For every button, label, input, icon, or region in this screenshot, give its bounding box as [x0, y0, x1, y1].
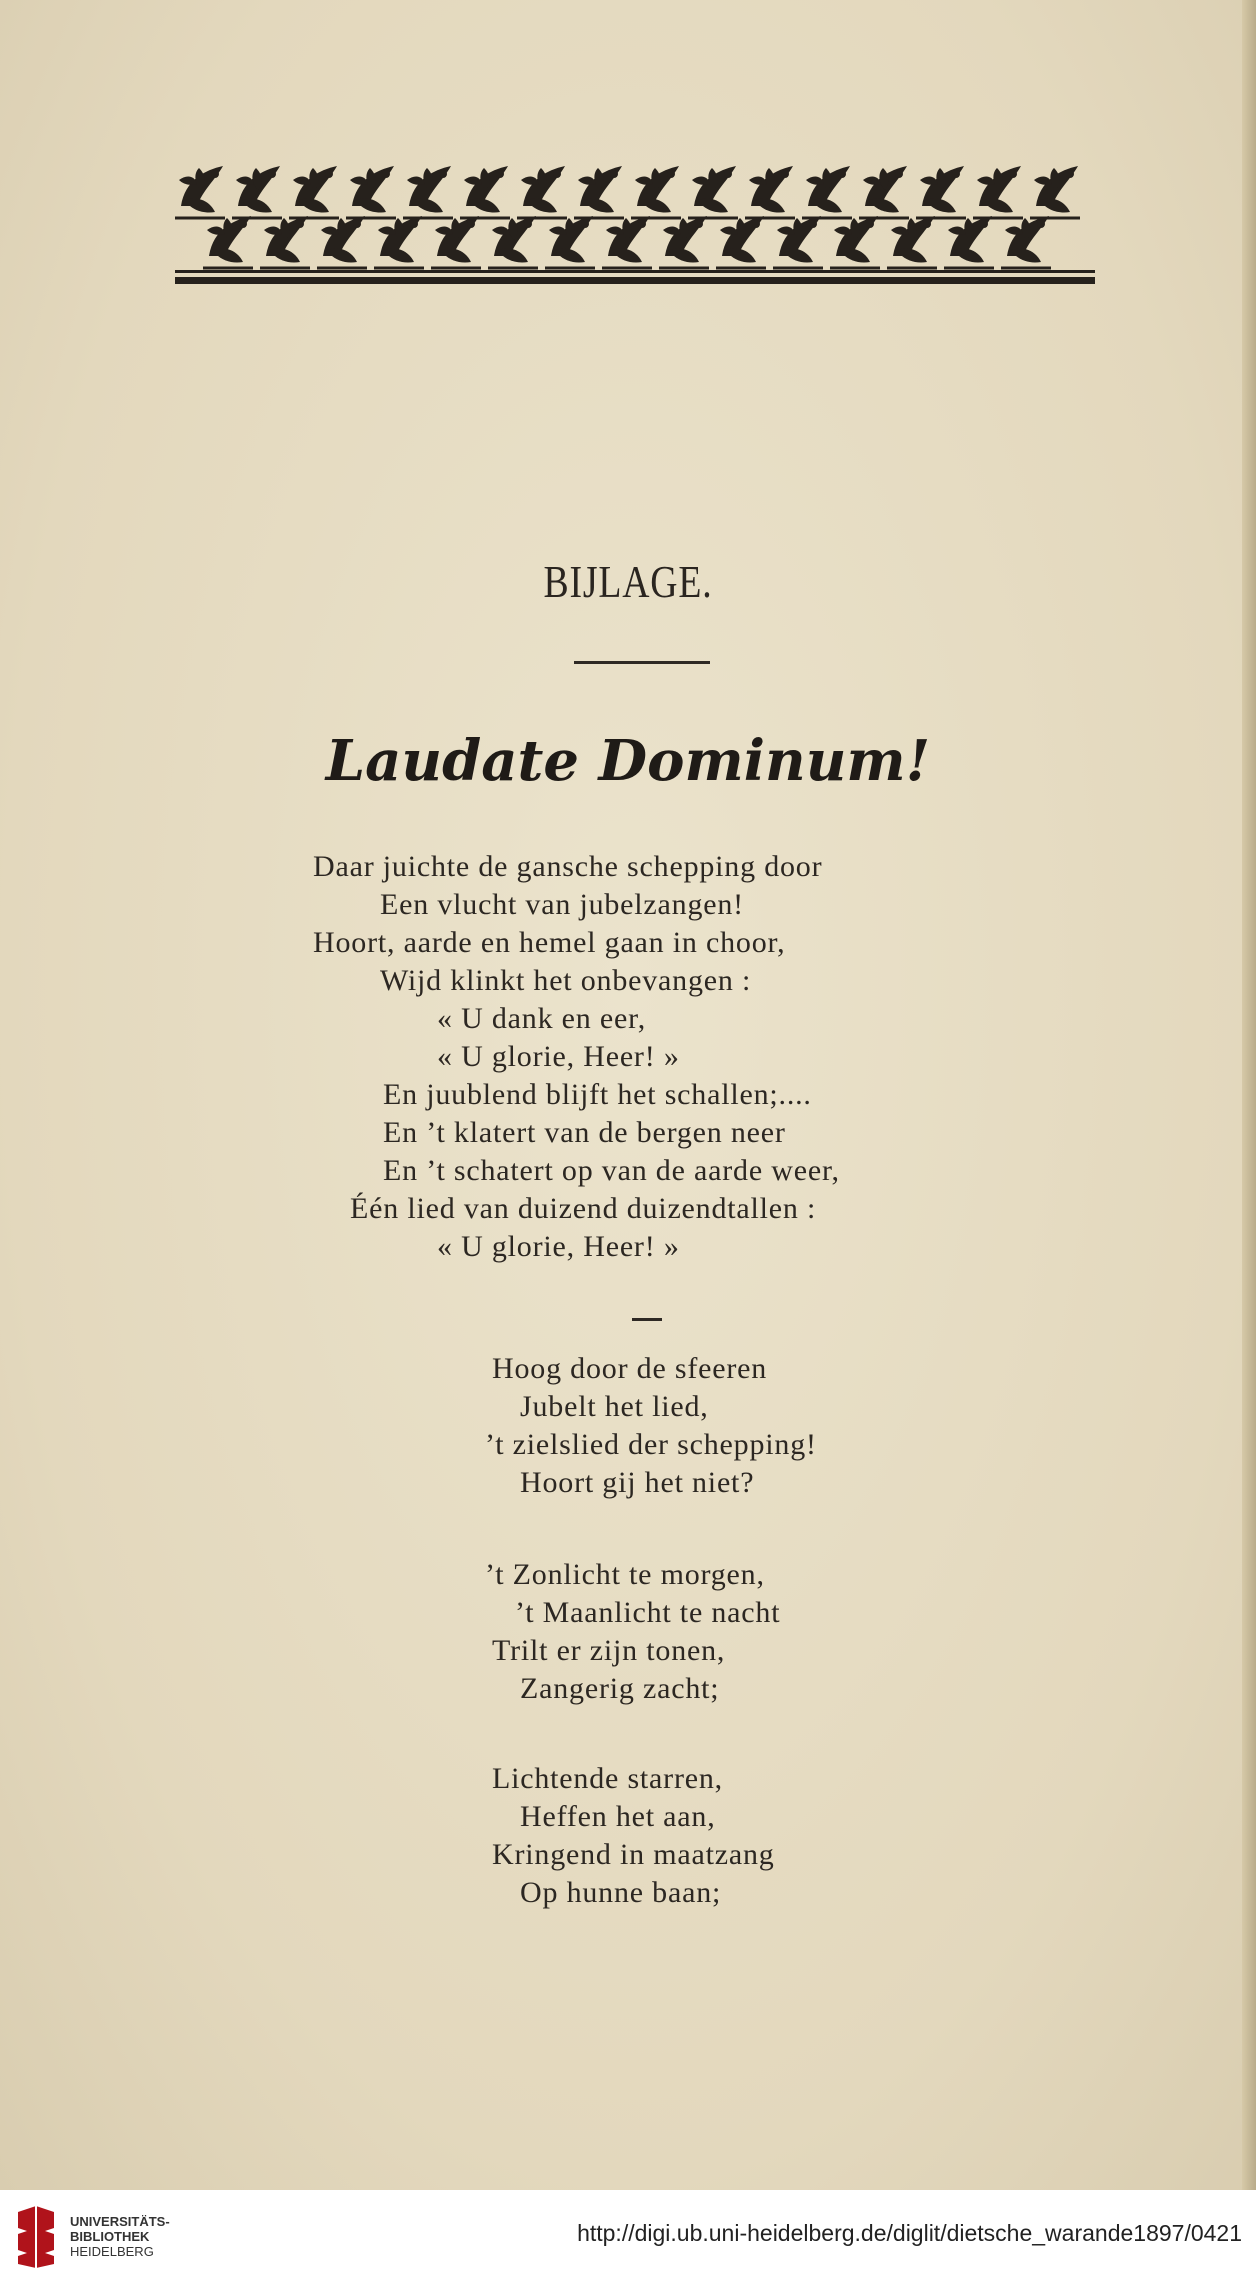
library-logo-icon	[14, 2204, 58, 2268]
stanza-divider	[632, 1318, 662, 1321]
source-url-link[interactable]: http://digi.ub.uni-heidelberg.de/diglit/dietsche_warande1897/0421	[577, 2220, 1242, 2246]
poem-line: « U glorie, Heer! »	[437, 1040, 680, 1073]
poem-line: Zangerig zacht;	[520, 1672, 720, 1705]
poem-line: Daar juichte de gansche schepping door	[313, 850, 823, 883]
poem-line: Heffen het aan,	[520, 1800, 716, 1833]
footer-bar	[0, 2190, 1256, 2282]
poem-line: Hoort, aarde en hemel gaan in choor,	[313, 926, 786, 959]
ornament-row-top	[175, 166, 1080, 218]
poem-line: En ’t klatert van de bergen neer	[383, 1116, 786, 1149]
library-name-line: BIBLIOTHEK	[70, 2229, 150, 2244]
poem-line: Één lied van duizend duizendtallen :	[350, 1192, 817, 1225]
poem-line: Wijd klinkt het onbevangen :	[380, 964, 752, 997]
poem-line: « U dank en eer,	[437, 1002, 647, 1035]
poem-line: Kringend in maatzang	[492, 1838, 775, 1871]
poem-title: Laudate Dominum!	[325, 728, 931, 794]
section-heading: BIJLAGE.	[543, 556, 713, 607]
poem-line: ’t Zonlicht te morgen,	[485, 1558, 765, 1591]
poem-line: ’t zielslied der schepping!	[485, 1428, 817, 1461]
poem-line: ’t Maanlicht te nacht	[515, 1596, 781, 1629]
ornamental-header-border	[175, 160, 1095, 285]
poem-line: « U glorie, Heer! »	[437, 1230, 680, 1263]
heading-divider	[574, 661, 710, 664]
poem-line: En ’t schatert op van de aarde weer,	[383, 1154, 840, 1187]
page-edge	[1242, 0, 1256, 2190]
poem-line: Trilt er zijn tonen,	[492, 1634, 726, 1667]
poem-line: Hoort gij het niet?	[520, 1466, 755, 1499]
poem-line: Lichtende starren,	[492, 1762, 723, 1795]
library-name	[70, 2214, 170, 2259]
library-name-line: HEIDELBERG	[70, 2244, 154, 2259]
poem-line: Een vlucht van jubelzangen!	[380, 888, 744, 921]
library-name-line: UNIVERSITÄTS-	[70, 2214, 170, 2229]
poem-line: Jubelt het lied,	[520, 1390, 709, 1423]
poem-line: Op hunne baan;	[520, 1876, 722, 1909]
poem-line: En juublend blijft het schallen;....	[383, 1078, 812, 1111]
ornament-row-bottom	[203, 216, 1051, 268]
poem-line: Hoog door de sfeeren	[492, 1352, 768, 1385]
